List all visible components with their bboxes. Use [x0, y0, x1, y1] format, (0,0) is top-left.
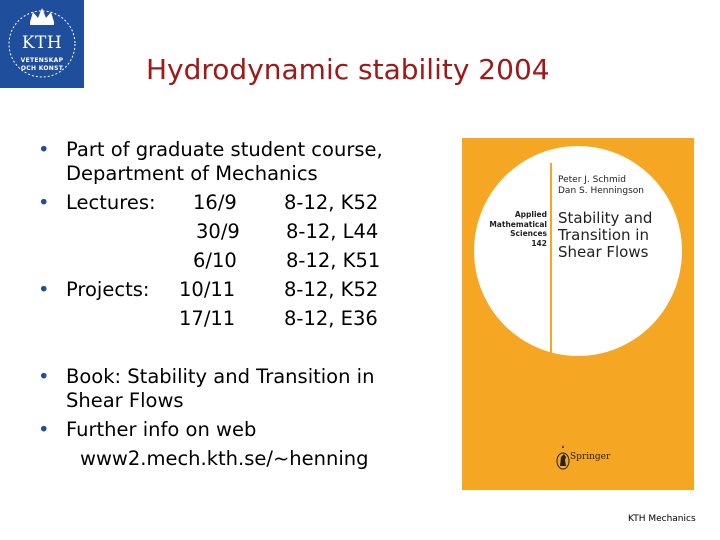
- logo-kth-text: KTH: [21, 33, 63, 53]
- cover-title-line: Shear Flows: [558, 243, 649, 261]
- project-row: [38, 307, 448, 336]
- series-line: Sciences: [510, 229, 547, 238]
- lecture-row: [38, 249, 448, 278]
- bullet-dot-icon: •: [38, 191, 50, 214]
- book-line-2: Shear Flows: [66, 389, 184, 412]
- project-date: 17/11: [179, 307, 236, 330]
- logo-subtext-2: OCH KONST: [20, 65, 64, 72]
- course-line-2: Department of Mechanics: [66, 162, 318, 185]
- projects-label: Projects:: [66, 278, 150, 301]
- cover-title-line: Transition in: [558, 226, 649, 244]
- bullet-dot-icon: •: [38, 418, 50, 441]
- cover-title-line: Stability and: [558, 209, 653, 227]
- slide-title: Hydrodynamic stability 2004: [146, 53, 550, 86]
- cover-author: Dan S. Henningson: [558, 186, 644, 196]
- project-time: 8-12, E36: [284, 307, 378, 330]
- lecture-row: [38, 220, 448, 249]
- lecture-time: 8-12, K51: [286, 249, 381, 272]
- book-line-1: Book: Stability and Transition in: [66, 365, 375, 388]
- lecture-date: 16/9: [193, 191, 237, 214]
- footer-label: KTH Mechanics: [628, 514, 696, 524]
- book-cover: [462, 138, 694, 490]
- cover-divider: [550, 163, 552, 359]
- cover-title: [558, 210, 652, 261]
- spacer: [38, 336, 448, 365]
- bullet-dot-icon: •: [38, 278, 50, 301]
- lecture-time: 8-12, K52: [284, 191, 379, 214]
- series-line: Mathematical: [489, 219, 547, 229]
- lecture-time: 8-12, L44: [286, 220, 379, 243]
- cover-publisher: Springer: [570, 452, 611, 462]
- bullet-projects: [38, 278, 448, 307]
- kth-logo: [0, 0, 84, 88]
- logo-subtext-1: VETENSKAP: [20, 57, 64, 64]
- web-line-1: Further info on web: [66, 418, 257, 441]
- series-line: 142: [531, 238, 547, 248]
- bullet-course: [38, 138, 448, 191]
- bullet-web: [38, 418, 448, 471]
- bullet-dot-icon: •: [38, 138, 50, 161]
- lecture-date: 6/10: [193, 249, 237, 272]
- project-date: 10/11: [179, 278, 236, 301]
- cover-series: [477, 210, 547, 248]
- project-time: 8-12, K52: [284, 278, 379, 301]
- course-line-1: Part of graduate student course,: [66, 138, 383, 161]
- bullet-dot-icon: •: [38, 365, 50, 388]
- series-line: Applied: [514, 210, 547, 219]
- lecture-date: 30/9: [196, 220, 240, 243]
- cover-authors: [558, 175, 644, 197]
- bullet-lectures: [38, 191, 448, 220]
- cover-author: Peter J. Schmid: [558, 175, 626, 185]
- lectures-label: Lectures:: [66, 191, 156, 214]
- bullet-book: [38, 365, 448, 418]
- springer-knight-icon: [556, 444, 570, 474]
- bullet-list: [38, 138, 448, 471]
- web-url: www2.mech.kth.se/~henning: [80, 447, 369, 470]
